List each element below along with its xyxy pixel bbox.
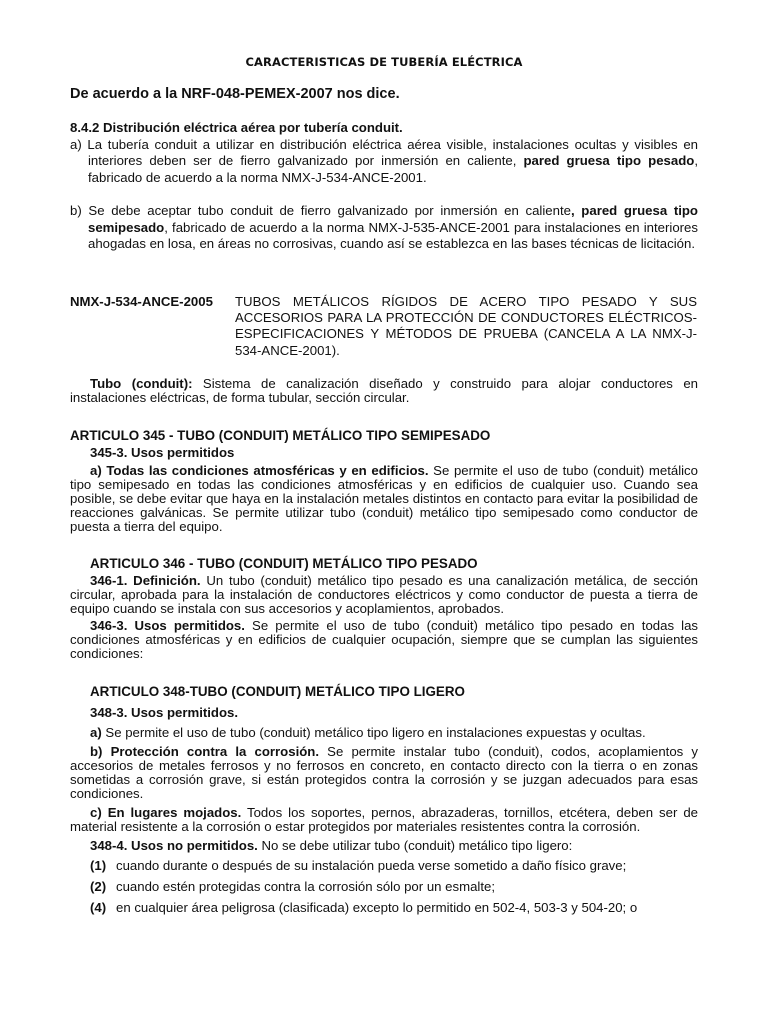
article-346-heading: ARTICULO 346 - TUBO (CONDUIT) METÁLICO TIPO PESADO: [90, 556, 478, 571]
article-348-a-bold: a): [90, 725, 102, 740]
page-title: CARACTERISTICAS DE TUBERÍA ELÉCTRICA: [245, 55, 523, 69]
list-item: [90, 879, 495, 894]
list-item-number: (1): [90, 858, 107, 873]
article-348-sub: 348-3. Usos permitidos.: [90, 705, 239, 720]
nmx-description: TUBOS METÁLICOS RÍGIDOS DE ACERO TIPO PESADO Y SUS ACCESORIOS PARA LA PROTECCIÓN DE CONDUCTORES ELÉCTRICOS-ESPECIFICACIONES Y MÉTODOS DE PRUEBA (CANCELA A LA NMX-J-534-ANCE-2001).: [235, 294, 697, 358]
item-a-bold: pared gruesa tipo pesado: [523, 153, 695, 168]
tubo-definition: [70, 377, 698, 405]
article-345-sub: 345-3. Usos permitidos: [90, 445, 235, 460]
item-b-tail: , fabricado de acuerdo a la norma NMX-J-535-ANCE-2001 para instalaciones en interiores ahogadas en losa, en áreas no corrosivas, cuando así se establezca en las bases técnicas de licitación.: [88, 219, 698, 251]
article-345-a-text: Se permite el uso de tubo (conduit) metálico tipo semipesado en todas las condiciones atmosféricas y en edificios de cualquier uso. Cuando sea posible, se debe evitar que haya en la instalación metales distintos en contacto para evitar la posibilidad de reacciones galvánicas. Se permite utilizar tubo (conduit) metálico tipo semipesado como conductor de puesta a tierra del equipo.: [70, 463, 698, 534]
list-item-text: en cualquier área peligrosa (clasificada) excepto lo permitido en 502-4, 503-3 y 504-20; o: [116, 900, 638, 915]
tubo-term: Tubo (conduit):: [90, 376, 193, 391]
list-item-text: cuando estén protegidas contra la corrosión sólo por un esmalte;: [116, 879, 495, 894]
article-346-uses-bold: 346-3. Usos permitidos.: [90, 618, 245, 633]
list-item: [90, 900, 637, 915]
article-348-b-bold: b) Protección contra la corrosión.: [90, 744, 320, 759]
list-item-text: cuando durante o después de su instalación pueda verse sometido a daño físico grave;: [116, 858, 627, 873]
nmx-code: NMX-J-534-ANCE-2005: [70, 294, 213, 309]
lead-statement: De acuerdo a la NRF-048-PEMEX-2007 nos dice.: [70, 86, 400, 102]
list-item-number: (4): [90, 900, 107, 915]
article-345-heading: ARTICULO 345 - TUBO (CONDUIT) METÁLICO TIPO SEMIPESADO: [70, 428, 491, 443]
article-348-np-text: No se debe utilizar tubo (conduit) metálico tipo ligero:: [257, 838, 573, 853]
article-348-c-text: Todos los soportes, pernos, abrazaderas, tornillos, etcétera, deben ser de material resistente a la corrosión o estar protegidos por materiales resistentes contra la corrosión.: [70, 805, 698, 834]
article-348-b-text: Se permite instalar tubo (conduit), codos, acoplamientos y accesorios de metales ferrosos y no ferrosos en concreto, en contacto directo con la tierra o en zonas sometidas a corrosión grave, si están protegidos contra la corrosión y se juzgan adecuados para esas condiciones.: [70, 744, 698, 801]
item-a-text: a) La tubería conduit a utilizar en distribución eléctrica aérea visible, instalaciones ocultas y visibles en interiores deben ser de fierro galvanizado por inmersión en caliente,: [70, 136, 698, 168]
item-b-text: b) Se debe aceptar tubo conduit de fierro galvanizado por inmersión en caliente: [70, 203, 571, 218]
section-842-heading: 8.4.2 Distribución eléctrica aérea por tubería conduit.: [70, 120, 403, 135]
tubo-def: Sistema de canalización diseñado y construido para alojar conductores en instalaciones eléctricas, de forma tubular, sección circular.: [70, 376, 698, 405]
article-345-a-bold: a) Todas las condiciones atmosféricas y en edificios.: [90, 463, 429, 478]
article-348: [70, 685, 698, 853]
item-b-bold: , pared gruesa tipo semipesado: [88, 203, 698, 235]
section-842-item-a: [70, 137, 698, 187]
list-item: [90, 858, 626, 873]
article-346: [70, 557, 698, 661]
article-345: [70, 429, 698, 534]
list-item-number: (2): [90, 879, 107, 894]
article-346-def-text: Un tubo (conduit) metálico tipo pesado es una canalización metálica, de sección circular, aprobada para la instalación de conductores eléctricos y como conductor de puesta a tierra de equipo cuando se instala con sus accesorios y acoplamientos, aprobados.: [70, 573, 698, 616]
item-a-tail: , fabricado de acuerdo a la norma NMX-J-534-ANCE-2001.: [88, 153, 698, 185]
article-348-c-bold: c) En lugares mojados.: [90, 805, 242, 820]
article-348-a-text: Se permite el uso de tubo (conduit) metálico tipo ligero en instalaciones expuestas y ocultas.: [101, 725, 646, 740]
article-346-uses-text: Se permite el uso de tubo (conduit) metálico tipo pesado en todas las condiciones atmosféricas y en edificios de cualquier ocupación, siempre que se cumplan las siguientes condiciones:: [70, 618, 699, 661]
article-348-np-bold: 348-4. Usos no permitidos.: [90, 838, 258, 853]
article-346-def-bold: 346-1. Definición.: [90, 573, 201, 588]
section-842-item-b: [70, 203, 698, 253]
section-842: [70, 120, 698, 253]
article-348-heading: ARTICULO 348-TUBO (CONDUIT) METÁLICO TIPO LIGERO: [90, 684, 465, 699]
